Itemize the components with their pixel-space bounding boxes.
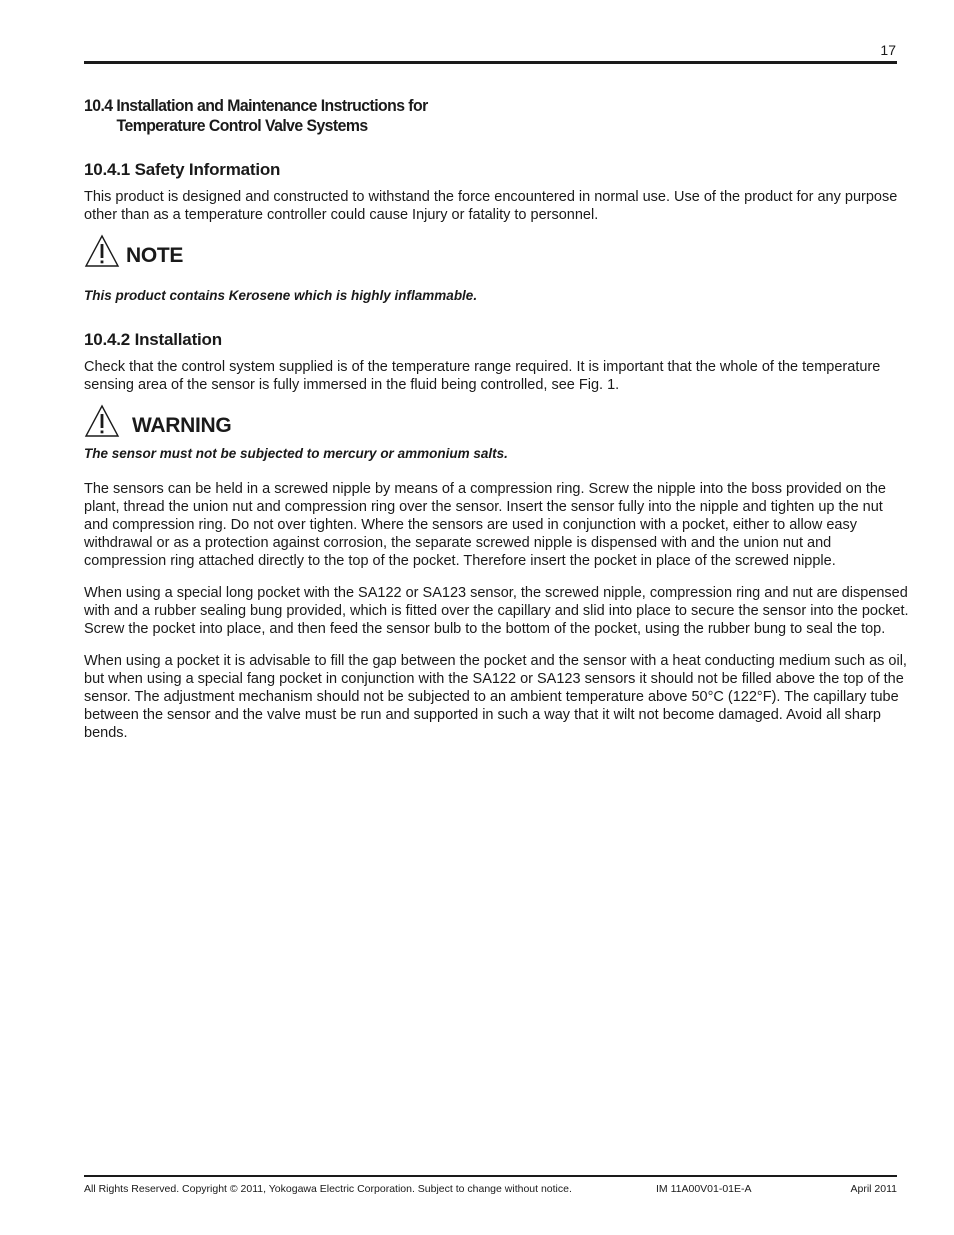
safety-heading: 10.4.1 Safety Information xyxy=(84,160,281,179)
warning-text: The sensor must not be subjected to mercury or ammonium salts. xyxy=(84,446,508,461)
note-header xyxy=(84,234,910,268)
warning-triangle-icon xyxy=(84,234,120,268)
installation-para-3: When using a pocket it is advisable to fill the gap between the pocket and the sensor with a heat conducting medium such as oil, but when using a special fang pocket in conjunction with the SA122 or SA123 sensors it should not be filled above the top of the sensor. The adjustment mechanism should not be subjected to an ambient temperature above 50°C (122°F). The capillary tube between the sensor and the valve must be run and supported in such a way that it wilt not become damaged. Avoid all sharp bends. xyxy=(84,653,907,741)
section-title xyxy=(84,96,852,136)
warning-header xyxy=(84,404,910,438)
warning-label: WARNING xyxy=(132,414,232,437)
section-title-line2: Temperature Control Valve Systems xyxy=(116,116,368,135)
footer-date: April 2011 xyxy=(850,1183,897,1195)
note-text: This product contains Kerosene which is highly inflammable. xyxy=(84,288,478,303)
installation-heading: 10.4.2 Installation xyxy=(84,330,222,349)
section-title-line1: 10.4 Installation and Maintenance Instructions for xyxy=(84,96,428,115)
safety-text: This product is designed and constructed to withstand the force encountered in normal use. Use of the product for any purpose other than as a temperature controller could cause Injury or fatality to personnel. xyxy=(84,189,898,223)
installation-para-1: The sensors can be held in a screwed nipple by means of a compression ring. Screw the nipple into the boss provided on the plant, thread the union nut and compression ring over the sensor. Insert the sensor fully into the nipple and tighten up the nut and compression ring. Do not over tighten. Where the sensors are used in conjunction with a pocket, either to allow easy withdrawal or as a protection against corrosion, the separate screwed nipple is dispensed with and the union nut and compression ring attached directly to the top of the pocket. Therefore insert the pocket in place of the screwed nipple. xyxy=(84,481,886,569)
header-rule xyxy=(84,61,897,64)
warning-triangle-icon xyxy=(84,404,120,438)
footer-doc-id: IM 11A00V01-01E-A xyxy=(656,1183,752,1195)
page-content xyxy=(84,96,910,742)
installation-para-2: When using a special long pocket with the SA122 or SA123 sensor, the screwed nipple, compression ring and nut are dispensed with and a rubber sealing bung provided, which is fitted over the capillary and slid into place to secure the sensor into the pocket. Screw the pocket into place, and then feed the sensor bulb to the bottom of the pocket, using the rubber bung to seal the top. xyxy=(84,585,909,637)
installation-text: Check that the control system supplied is of the temperature range required. It is important that the whole of the temperature sensing area of the sensor is fully immersed in the fluid being controlled, see Fig. 1. xyxy=(84,359,881,393)
footer-rule xyxy=(84,1175,897,1177)
note-label: NOTE xyxy=(126,244,184,267)
footer-copyright: All Rights Reserved. Copyright © 2011, Yokogawa Electric Corporation. Subject to change without notice. xyxy=(84,1183,572,1195)
page-number: 17 xyxy=(880,42,896,58)
